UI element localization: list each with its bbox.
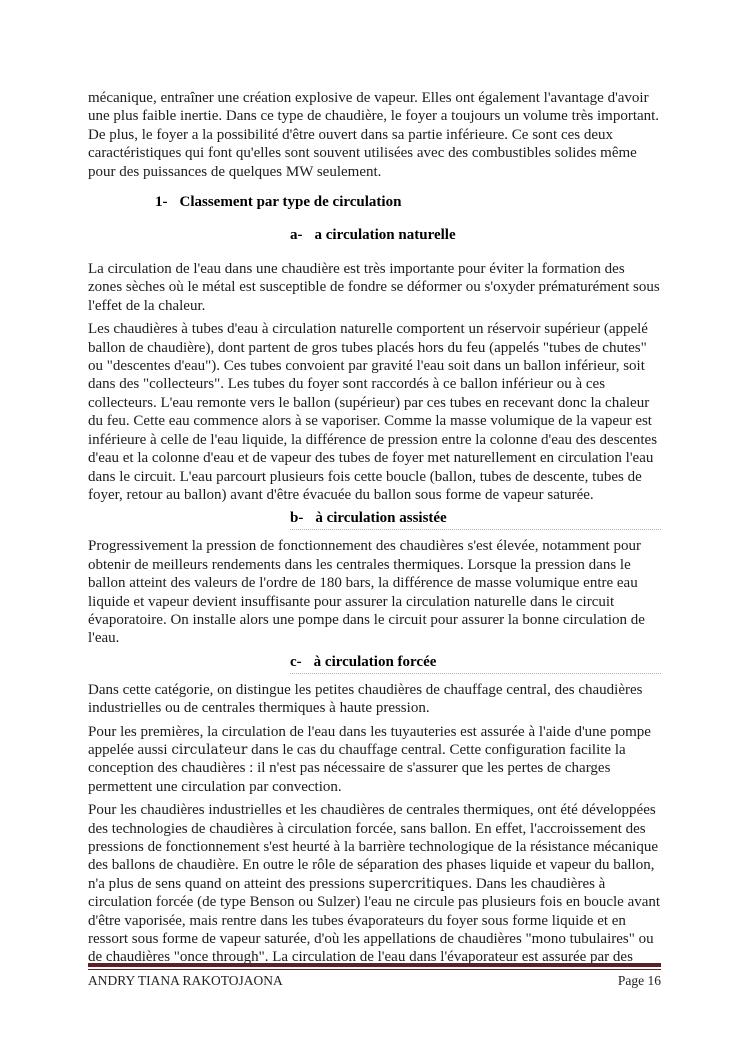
term-supercritiques: supercritiques <box>368 875 469 892</box>
heading-label: Classement par type de circulation <box>179 194 402 211</box>
paragraph-text: Pour les chaudières industrielles et les chaudières de centrales thermiques, ont été développées des technologies de chaudières à circulation forcée, sans ballon. En effet, l'accroissement des pressions de fonctionnement s'est heurté à la barrière technologique de la résistance mécanique des ballons de chaudière. En outre le rôle de séparation des phases liquide et vapeur du ballon, n'a plus de sens quand on atteint des pressions <box>88 802 658 892</box>
heading-label: à circulation forcée <box>313 653 437 670</box>
document-body <box>88 89 661 972</box>
heading-number: b- <box>290 510 304 527</box>
page-footer <box>88 963 661 989</box>
paragraph-premieres <box>88 723 661 797</box>
paragraph-intro: mécanique, entraîner une création explosive de vapeur. Elles ont également l'avantage d'avoir une plus faible inertie. Dans ce type de chaudière, le foyer a toujours un volume très important. De plus, le foyer a la possibilité d'être ouvert dans sa partie inférieure. Ce sont ces deux caractéristiques qui font qu'elles sont souvent utilisées avec des combustibles solides même pour des puissances de quelques MW seulement. <box>88 90 660 180</box>
term-circulateur: circulateur <box>171 741 248 758</box>
heading-label: a circulation naturelle <box>314 227 456 244</box>
heading-number: 1- <box>155 194 168 211</box>
heading-label: à circulation assistée <box>315 510 447 527</box>
paragraph-text: . Dans les chaudières à circulation forcée (de type Benson ou Sulzer) l'eau ne circule pas plusieurs fois en boucle avant d'être vaporisée, mais rentre dans les tubes évaporateurs du foyer sous forme liquide et en ressort sous forme de vapeur saturée, d'où les appellations de chaudières "mono tubulaires" ou de chaudières "once through". La circulation de l'eau dans l'évaporateur est assurée par des <box>88 875 661 966</box>
heading-number: a- <box>290 227 303 244</box>
paragraph-forcee-intro: Dans cette catégorie, on distingue les petites chaudières de chauffage central, des chaudières industrielles ou de centrales thermiques à haute pression. <box>88 681 643 717</box>
paragraph-industrielles <box>88 801 661 967</box>
paragraph-text: dans le cas du chauffage central. Cette configuration facilite la conception des chaudières : il n'est pas nécessaire de s'assurer que les pertes de charges permettent une circulation par convection. <box>88 741 626 795</box>
paragraph-circulation-assistee: Progressivement la pression de fonctionnement des chaudières s'est élevée, notamment pour obtenir de meilleurs rendements dans les centrales thermiques. Lorsque la pression dans le ballon atteint des valeurs de l'ordre de 180 bars, la différence de masse volumique entre eau liquide et vapeur devient insuffisante pour assurer la circulation naturelle dans le circuit évaporatoire. On installe alors une pompe dans le circuit pour assurer la bonne circulation de l'eau. <box>88 538 645 647</box>
paragraph-importance-circulation: La circulation de l'eau dans une chaudière est très importante pour éviter la formation des zones sèches où le métal est susceptible de fondre se déformer ou s'oxyder prématurément sous l'effet de la chaleur. <box>88 261 660 314</box>
paragraph-circulation-naturelle: Les chaudières à tubes d'eau à circulation naturelle comportent un réservoir supérieur (appelé ballon de chaudière), dont partent de gros tubes placés hors du feu (appelés "tubes de chutes" ou "descentes d'eau"). Ces tubes convoient par gravité l'eau soit dans un ballon inférieur, soit dans des "collecteurs". Les tubes du foyer sont raccordés à ce ballon inférieur ou à ces collecteurs. L'eau remonte vers le ballon (supérieur) par ces tubes en recevant donc la chaleur du feu. Cette eau commence alors à se vaporiser. Comme la masse volumique de la vapeur est inférieure à celle de l'eau liquide, la différence de pression entre la colonne d'eau des descentes d'eau et la colonne d'eau et de vapeur des tubes de foyer met naturellement en circulation l'eau dans le circuit. L'eau parcourt plusieurs fois cette boucle (ballon, tubes de descente, tubes de foyer, retour au ballon) avant d'être évacuée du ballon sous forme de vapeur saturée. <box>88 321 658 503</box>
heading-circulation-forcee <box>290 653 661 674</box>
footer-divider <box>88 963 661 970</box>
footer-page-number: Page 16 <box>617 973 661 988</box>
heading-circulation-assistee <box>290 509 661 530</box>
footer-author: ANDRY TIANA RAKOTOJAONA <box>88 973 283 988</box>
heading-number: c- <box>290 653 302 670</box>
heading-circulation-naturelle <box>290 226 661 244</box>
paragraph-text: Pour les premières, la circulation de l'eau dans les tuyauteries est assurée à l'aide d'une pompe appelée aussi <box>88 723 651 758</box>
heading-classement <box>155 193 661 211</box>
